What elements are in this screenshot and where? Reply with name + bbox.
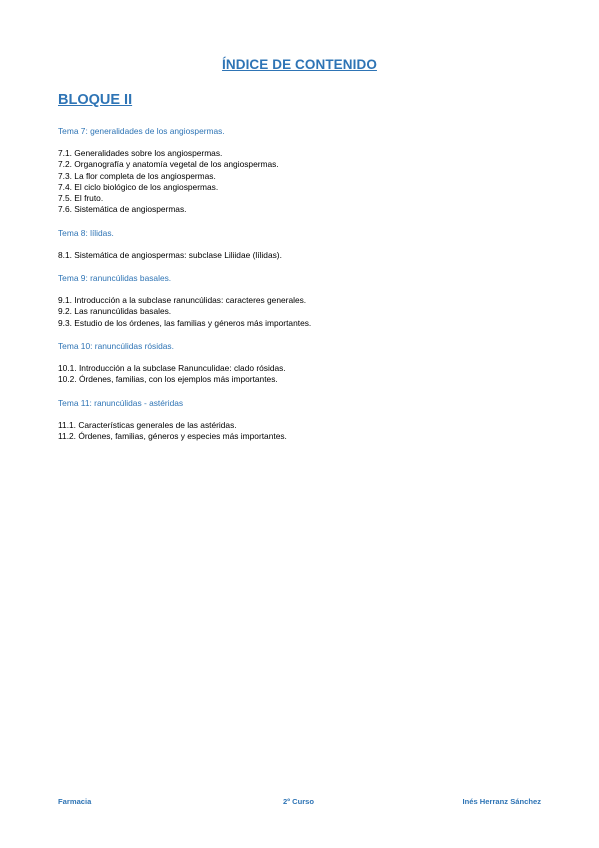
topic-item: 9.2. Las ranuncúlidas basales. [58,306,172,317]
table-of-contents [58,126,548,454]
document-title: ÍNDICE DE CONTENIDO [222,57,377,72]
topic-item: 7.4. El ciclo biológico de los angiospermas. [58,181,219,192]
topic-item: 9.3. Estudio de los órdenes, las familias y géneros más importantes. [58,317,312,328]
topic-item: 7.1. Generalidades sobre los angiospermas. [58,148,223,158]
topic-title: Tema 10: ranuncúlidas rósidas. [58,340,174,351]
topic-item-list [58,148,548,216]
topic-item: 7.5. El fruto. [58,193,104,204]
topic-item: 7.2. Organografía y anatomía vegetal de los angiospermas. [58,159,279,170]
topic-item: 9.1. Introducción a la subclase ranuncúlidas: caracteres generales. [58,295,307,306]
footer-author: Inés Herranz Sánchez [462,797,541,806]
topic-item: 8.1. Sistemática de angiospermas: subclase Liliidae (lílidas). [58,249,282,260]
topic-item: 11.1. Características generales de las astéridas. [58,419,237,430]
footer-year: 2º Curso [283,797,315,806]
topic-section [58,228,548,261]
topic-item-list [58,295,548,329]
topic-item-list [58,420,548,443]
topic-title: Tema 9: ranuncúlidas basales. [58,273,172,284]
footer-course-name: Farmacia [58,797,92,806]
topic-item: 10.1. Introducción a la subclase Ranunculidae: clado rósidas. [58,362,286,373]
topic-item-list [58,250,548,261]
topic-item-list [58,363,548,386]
topic-title: Tema 11: ranuncúlidas - astéridas [58,397,184,408]
topic-item: 7.3. La flor completa de los angiospermas. [58,170,216,181]
topic-item: 11.2. Órdenes, familias, géneros y especies más importantes. [58,430,287,441]
topic-item: 7.6. Sistemática de angiospermas. [58,204,187,215]
topic-title: Tema 7: generalidades de los angiospermas. [58,126,225,136]
topic-section [58,398,548,443]
topic-item: 10.2. Órdenes, familias, con los ejemplos más importantes. [58,374,278,385]
topic-title: Tema 8: lílidas. [58,227,114,238]
topic-section [58,341,548,386]
topic-section [58,126,548,216]
block-title: BLOQUE II [58,92,133,108]
topic-section [58,273,548,329]
